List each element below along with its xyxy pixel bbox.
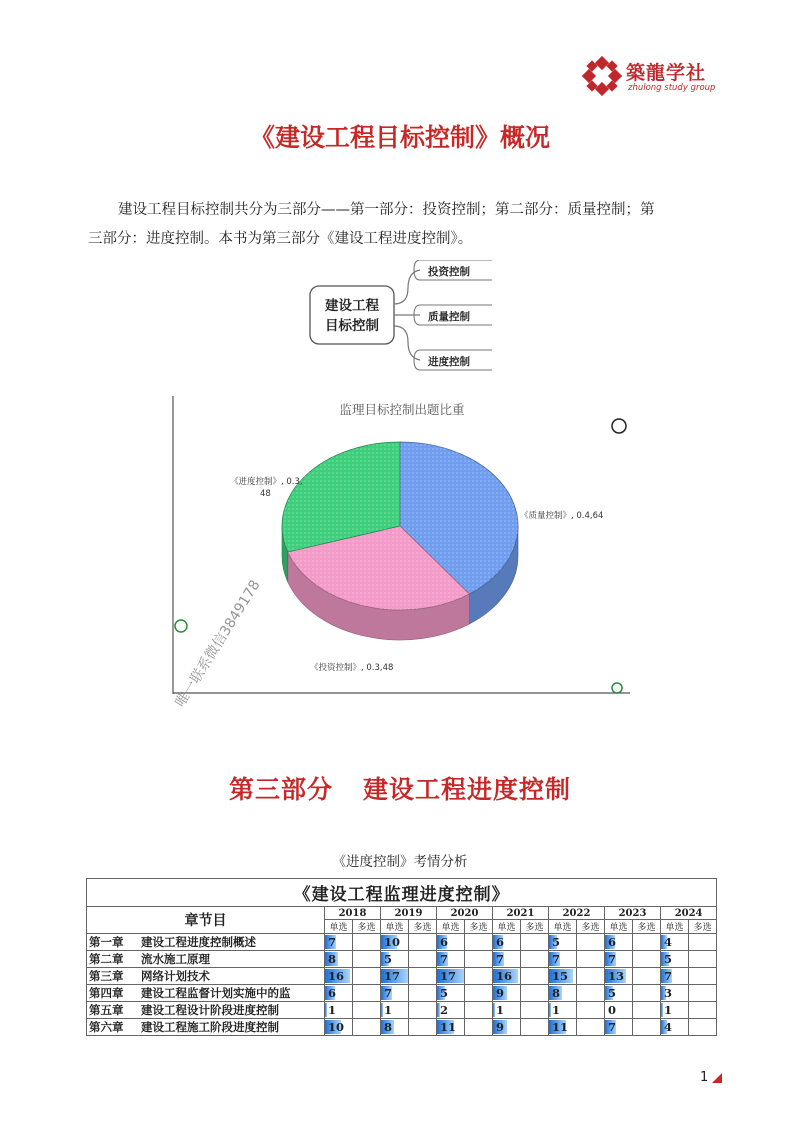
intro-paragraph-line2: 三部分：进度控制。本书为第三部分《建设工程进度控制》。 bbox=[88, 231, 473, 247]
section-title-name: 建设工程进度控制 bbox=[363, 775, 572, 804]
chapter-number: 第五章 bbox=[89, 1003, 124, 1017]
table-value-multi bbox=[353, 951, 381, 968]
table-year-header: 2021 bbox=[493, 907, 549, 920]
table-value-multi bbox=[577, 968, 605, 985]
mindmap-center-line2: 目标控制 bbox=[325, 318, 379, 334]
table-year-header: 2023 bbox=[605, 907, 661, 920]
table-value-multi bbox=[633, 1019, 661, 1036]
chapter-name: 建设工程进度控制概述 bbox=[141, 935, 256, 949]
mindmap-center-line1: 建设工程 bbox=[325, 298, 379, 314]
table-value-text: 6 bbox=[328, 986, 337, 1000]
table-value-text: 9 bbox=[496, 986, 505, 1000]
table-value-multi bbox=[689, 1002, 717, 1019]
table-subheader-single: 单选 bbox=[661, 920, 689, 934]
page-number: 1 bbox=[700, 1070, 709, 1085]
mindmap-connector-top bbox=[394, 270, 420, 304]
table-subheader-multi: 多选 bbox=[353, 920, 381, 934]
table-value-text: 16 bbox=[496, 969, 513, 983]
table-value-multi bbox=[577, 985, 605, 1002]
table-value-text: 1 bbox=[384, 1003, 393, 1017]
table-value-text: 4 bbox=[664, 935, 673, 949]
page-corner-icon bbox=[712, 1073, 722, 1083]
data-bar bbox=[549, 1003, 551, 1017]
table-value-text: 8 bbox=[328, 952, 337, 966]
mindmap-diagram bbox=[308, 260, 494, 378]
table-value-single bbox=[381, 951, 409, 968]
table-caption: 《进度控制》考情分析 bbox=[332, 854, 468, 870]
table-value-single bbox=[493, 934, 521, 951]
table-value-single bbox=[661, 985, 689, 1002]
table-year-header: 2024 bbox=[661, 907, 717, 920]
table-value-single bbox=[493, 951, 521, 968]
table-subheader-multi: 多选 bbox=[633, 920, 661, 934]
table-value-text: 1 bbox=[664, 1003, 673, 1017]
table-value-multi bbox=[633, 968, 661, 985]
table-value-text: 6 bbox=[440, 935, 449, 949]
exam-analysis-table bbox=[86, 878, 717, 1036]
table-value-text: 5 bbox=[608, 986, 617, 1000]
table-value-text: 11 bbox=[440, 1020, 457, 1034]
table-chapter-cell bbox=[87, 934, 325, 951]
main-title: 《建设工程目标控制》概况 bbox=[249, 123, 550, 152]
table-value-single bbox=[605, 985, 633, 1002]
table-value-single bbox=[437, 985, 465, 1002]
table-value-multi bbox=[465, 985, 493, 1002]
mindmap-center-box bbox=[310, 286, 394, 344]
table-value-multi bbox=[353, 1019, 381, 1036]
table-value-single bbox=[549, 1019, 577, 1036]
pie-chart bbox=[172, 396, 632, 696]
table-value-text: 4 bbox=[664, 1020, 673, 1034]
table-value-single bbox=[325, 985, 353, 1002]
table-value-text: 7 bbox=[328, 935, 337, 949]
flower-logo-icon bbox=[582, 56, 622, 96]
table-value-single bbox=[605, 968, 633, 985]
table-value-text: 17 bbox=[440, 969, 457, 983]
table-value-multi bbox=[633, 951, 661, 968]
table-value-single bbox=[325, 1002, 353, 1019]
table-value-multi bbox=[465, 1002, 493, 1019]
table-value-text: 7 bbox=[608, 1020, 617, 1034]
table-value-multi bbox=[689, 934, 717, 951]
table-value-single bbox=[549, 968, 577, 985]
intro-paragraph-line1: 建设工程目标控制共分为三部分——第一部分：投资控制；第二部分：质量控制；第 bbox=[118, 202, 655, 218]
pie-label-touzi: 《投资控制》, 0.3,48 bbox=[310, 663, 394, 673]
table-value-single bbox=[437, 951, 465, 968]
pie-label-jindu-line1: 《进度控制》, 0.3, bbox=[230, 477, 303, 487]
table-value-multi bbox=[577, 1019, 605, 1036]
table-value-text: 9 bbox=[496, 1020, 505, 1034]
chart-title: 监理目标控制出题比重 bbox=[339, 402, 465, 417]
table-subheader-multi: 多选 bbox=[689, 920, 717, 934]
table-subheader-multi: 多选 bbox=[465, 920, 493, 934]
table-value-multi bbox=[633, 1002, 661, 1019]
chapter-name: 建设工程施工阶段进度控制 bbox=[141, 1020, 279, 1034]
table-value-single bbox=[661, 951, 689, 968]
chapter-number: 第四章 bbox=[89, 986, 124, 1000]
watermark-contact: 唯一联系微信3849178 bbox=[172, 577, 264, 711]
table-value-text: 0 bbox=[608, 1003, 617, 1017]
table-value-text: 1 bbox=[328, 1003, 337, 1017]
table-row bbox=[87, 951, 717, 968]
table-value-single bbox=[325, 1019, 353, 1036]
table-title: 《建设工程监理进度控制》 bbox=[87, 879, 717, 907]
table-value-multi bbox=[689, 1019, 717, 1036]
table-row bbox=[87, 1019, 717, 1036]
table-value-single bbox=[493, 968, 521, 985]
chapter-number: 第一章 bbox=[89, 935, 124, 949]
table-value-text: 7 bbox=[496, 952, 505, 966]
chapter-name: 网络计划技术 bbox=[141, 969, 210, 983]
table-row bbox=[87, 1002, 717, 1019]
table-value-multi bbox=[353, 968, 381, 985]
table-value-single bbox=[661, 1002, 689, 1019]
table-row bbox=[87, 934, 717, 951]
pie-label-jindu-line2: 48 bbox=[260, 489, 271, 499]
table-value-multi bbox=[689, 951, 717, 968]
table-value-single bbox=[605, 951, 633, 968]
table-value-multi bbox=[521, 968, 549, 985]
data-bar bbox=[325, 1003, 327, 1017]
table-value-text: 7 bbox=[608, 952, 617, 966]
table-subheader-single: 单选 bbox=[493, 920, 521, 934]
table-value-multi bbox=[633, 985, 661, 1002]
table-value-text: 15 bbox=[552, 969, 569, 983]
table-value-text: 11 bbox=[552, 1020, 569, 1034]
table-value-single bbox=[605, 1002, 633, 1019]
chapter-number: 第三章 bbox=[89, 969, 124, 983]
table-value-multi bbox=[465, 934, 493, 951]
chapter-name: 流水施工原理 bbox=[141, 952, 210, 966]
table-value-multi bbox=[353, 934, 381, 951]
table-value-text: 17 bbox=[384, 969, 401, 983]
table-subheader-single: 单选 bbox=[605, 920, 633, 934]
table-subheader-single: 单选 bbox=[325, 920, 353, 934]
table-row bbox=[87, 985, 717, 1002]
table-year-header: 2020 bbox=[437, 907, 493, 920]
table-value-single bbox=[549, 934, 577, 951]
table-value-text: 7 bbox=[440, 952, 449, 966]
table-value-multi bbox=[521, 1002, 549, 1019]
table-value-single bbox=[325, 934, 353, 951]
table-chapter-cell bbox=[87, 951, 325, 968]
section-title-part: 第三部分 bbox=[228, 775, 333, 804]
table-value-multi bbox=[577, 934, 605, 951]
table-chapter-cell bbox=[87, 985, 325, 1002]
chapter-number: 第六章 bbox=[89, 1020, 124, 1034]
chapter-name: 建设工程设计阶段进度控制 bbox=[141, 1003, 279, 1017]
table-value-multi bbox=[353, 985, 381, 1002]
logo-tagline: zhulong study group bbox=[628, 83, 716, 93]
table-value-multi bbox=[521, 934, 549, 951]
table-value-text: 1 bbox=[552, 1003, 561, 1017]
table-year-header: 2018 bbox=[325, 907, 381, 920]
table-value-multi bbox=[633, 934, 661, 951]
table-value-text: 6 bbox=[608, 935, 617, 949]
table-value-text: 5 bbox=[440, 986, 449, 1000]
table-value-text: 7 bbox=[384, 986, 393, 1000]
table-value-multi bbox=[409, 934, 437, 951]
table-value-single bbox=[381, 985, 409, 1002]
table-value-text: 10 bbox=[384, 935, 401, 949]
table-value-single bbox=[493, 1019, 521, 1036]
table-value-multi bbox=[465, 951, 493, 968]
table-value-text: 6 bbox=[496, 935, 505, 949]
logo-name: 築龍学社 bbox=[626, 62, 707, 84]
table-value-single bbox=[437, 968, 465, 985]
table-value-multi bbox=[409, 985, 437, 1002]
table-chapter-cell bbox=[87, 968, 325, 985]
table-value-single bbox=[605, 1019, 633, 1036]
table-value-text: 2 bbox=[440, 1003, 449, 1017]
table-subheader-multi: 多选 bbox=[409, 920, 437, 934]
table-value-text: 8 bbox=[552, 986, 561, 1000]
table-value-single bbox=[549, 1002, 577, 1019]
data-bar bbox=[661, 1003, 663, 1017]
zhulong-logo bbox=[582, 56, 722, 102]
table-value-single bbox=[437, 934, 465, 951]
table-value-multi bbox=[689, 985, 717, 1002]
table-value-single bbox=[381, 968, 409, 985]
table-value-single bbox=[549, 985, 577, 1002]
mindmap-branch-2: 质量控制 bbox=[428, 311, 470, 323]
mindmap-branch-1: 投资控制 bbox=[428, 266, 470, 278]
mindmap-connector-bottom bbox=[394, 326, 420, 360]
table-value-text: 7 bbox=[664, 969, 673, 983]
table-subheader-single: 单选 bbox=[381, 920, 409, 934]
table-value-text: 13 bbox=[608, 969, 625, 983]
table-value-text: 16 bbox=[328, 969, 345, 983]
table-value-single bbox=[381, 1019, 409, 1036]
table-value-multi bbox=[689, 968, 717, 985]
chapter-number: 第二章 bbox=[89, 952, 124, 966]
table-value-multi bbox=[521, 985, 549, 1002]
table-value-text: 3 bbox=[664, 986, 673, 1000]
table-year-header: 2019 bbox=[381, 907, 437, 920]
table-value-single bbox=[493, 985, 521, 1002]
data-bar bbox=[381, 1003, 383, 1017]
table-value-text: 5 bbox=[384, 952, 393, 966]
table-value-multi bbox=[577, 1002, 605, 1019]
table-value-multi bbox=[409, 968, 437, 985]
table-value-single bbox=[661, 968, 689, 985]
data-bar bbox=[493, 1003, 495, 1017]
table-subheader-single: 单选 bbox=[549, 920, 577, 934]
table-value-multi bbox=[521, 1019, 549, 1036]
table-value-single bbox=[661, 1019, 689, 1036]
table-subheader-single: 单选 bbox=[437, 920, 465, 934]
table-row bbox=[87, 968, 717, 985]
table-year-header: 2022 bbox=[549, 907, 605, 920]
table-value-multi bbox=[465, 1019, 493, 1036]
table-value-single bbox=[493, 1002, 521, 1019]
table-value-text: 8 bbox=[384, 1020, 393, 1034]
table-value-single bbox=[661, 934, 689, 951]
table-value-single bbox=[325, 951, 353, 968]
pie-slices-group bbox=[282, 442, 518, 640]
chapter-name: 建设工程监督计划实施中的监 bbox=[141, 986, 291, 1000]
table-value-multi bbox=[409, 951, 437, 968]
table-subheader-multi: 多选 bbox=[521, 920, 549, 934]
table-subheader-multi: 多选 bbox=[577, 920, 605, 934]
table-value-multi bbox=[577, 951, 605, 968]
table-chapter-cell bbox=[87, 1002, 325, 1019]
table-value-text: 7 bbox=[552, 952, 561, 966]
table-value-text: 1 bbox=[496, 1003, 505, 1017]
table-chapter-cell bbox=[87, 1019, 325, 1036]
table-value-multi bbox=[409, 1002, 437, 1019]
table-value-multi bbox=[465, 968, 493, 985]
table-value-single bbox=[437, 1002, 465, 1019]
table-value-multi bbox=[409, 1019, 437, 1036]
section-title bbox=[0, 770, 800, 806]
table-value-single bbox=[549, 951, 577, 968]
table-value-multi bbox=[353, 1002, 381, 1019]
table-value-multi bbox=[521, 951, 549, 968]
table-chapter-header: 章节目 bbox=[87, 907, 325, 934]
table-value-text: 5 bbox=[664, 952, 673, 966]
table-value-text: 5 bbox=[552, 935, 561, 949]
table-value-text: 10 bbox=[328, 1020, 345, 1034]
mindmap-branch-3: 进度控制 bbox=[428, 356, 470, 368]
table-value-single bbox=[437, 1019, 465, 1036]
pie-label-zhiliang: 《质量控制》, 0.4,64 bbox=[520, 511, 604, 521]
table-value-single bbox=[605, 934, 633, 951]
table-value-single bbox=[381, 1002, 409, 1019]
table-value-single bbox=[381, 934, 409, 951]
table-value-single bbox=[325, 968, 353, 985]
